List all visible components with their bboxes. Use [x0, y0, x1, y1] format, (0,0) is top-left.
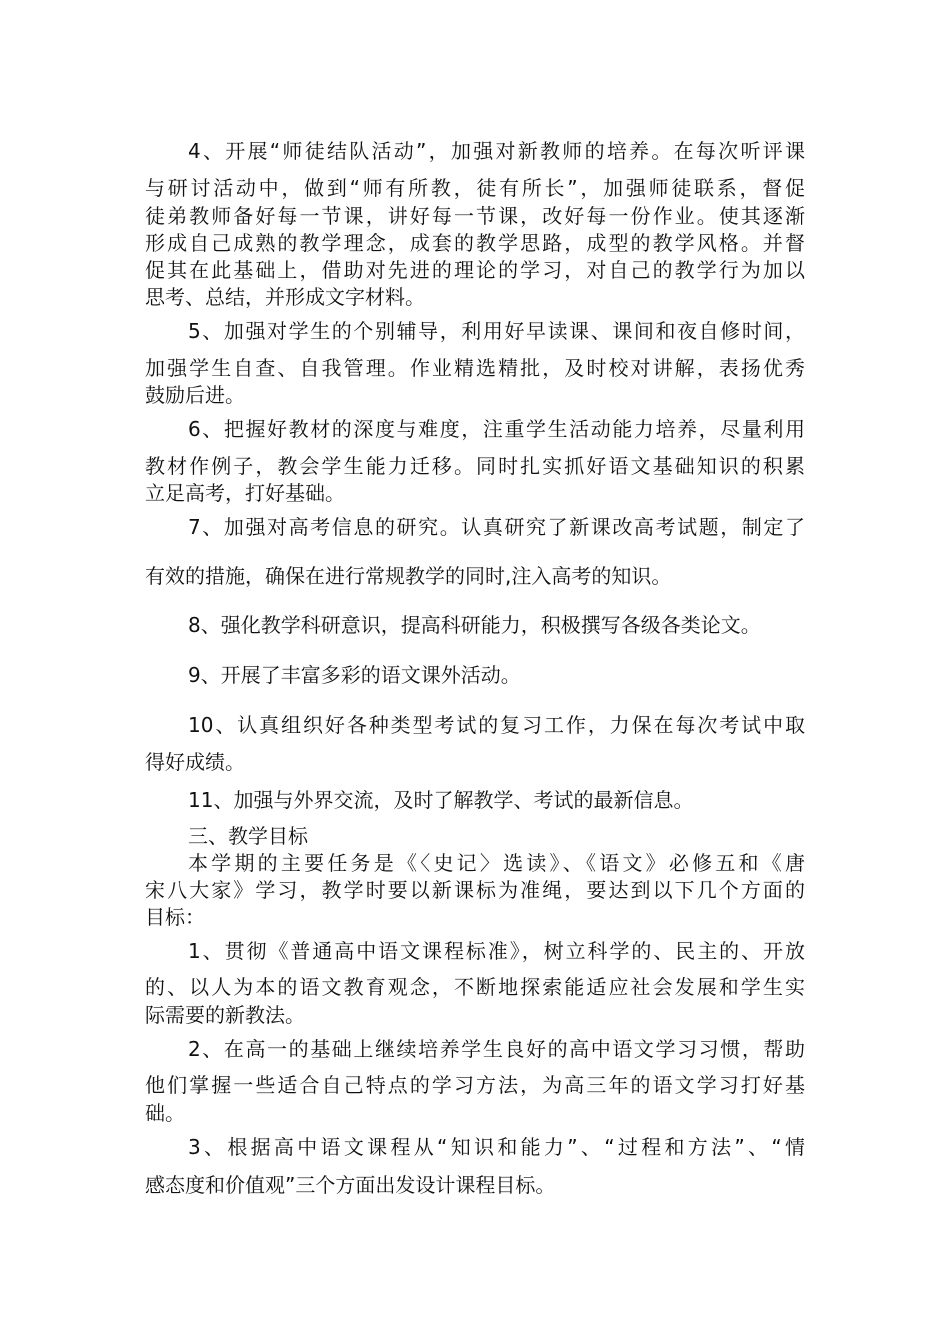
- paragraph-4-line-4: 形成自己成熟的教学理念，成套的教学思路，成型的教学风格。并督: [145, 231, 805, 255]
- paragraph-7-line-2: 有效的措施，确保在进行常规教学的同时,注入高考的知识。: [145, 564, 672, 588]
- paragraph-5-line-3: 鼓励后进。: [145, 383, 245, 407]
- goal-3-line-2: 感态度和价值观”三个方面出发设计课程目标。: [145, 1173, 556, 1197]
- paragraph-6-line-1: 6、把握好教材的深度与难度，注重学生活动能力培养，尽量利用: [188, 417, 805, 441]
- goals-intro-line-2: 宋八大家》学习，教学时要以新课标为准绳，要达到以下几个方面的: [145, 878, 805, 902]
- paragraph-6-line-3: 立足高考，打好基础。: [145, 481, 345, 505]
- paragraph-4-line-2: 与研讨活动中，做到“师有所教，徒有所长”，加强师徒联系，督促: [145, 176, 805, 200]
- paragraph-4-line-1: 4、开展“师徒结队活动”，加强对新教师的培养。在每次听评课: [188, 139, 805, 163]
- paragraph-5-line-1: 5、加强对学生的个别辅导，利用好早读课、课间和夜自修时间，: [188, 319, 805, 343]
- goal-2-line-2: 他们掌握一些适合自己特点的学习方法，为高三年的语文学习打好基: [145, 1073, 805, 1097]
- goal-2-line-1: 2、在高一的基础上继续培养学生良好的高中语文学习习惯，帮助: [188, 1037, 805, 1061]
- paragraph-4-line-6: 思考、总结，并形成文字材料。: [145, 285, 425, 309]
- goal-3-line-1: 3、根据高中语文课程从“知识和能力”、“过程和方法”、“情: [188, 1135, 805, 1159]
- paragraph-6-line-2: 教材作例子，教会学生能力迁移。同时扎实抓好语文基础知识的积累: [145, 454, 805, 478]
- paragraph-7-line-1: 7、加强对高考信息的研究。认真研究了新课改高考试题，制定了: [188, 515, 805, 539]
- goal-1-line-3: 际需要的新教法。: [145, 1003, 305, 1027]
- paragraph-10-line-2: 得好成绩。: [145, 750, 245, 774]
- goal-1-line-2: 的、以人为本的语文教育观念，不断地探索能适应社会发展和学生实: [145, 975, 805, 999]
- paragraph-8: 8、强化教学科研意识，提高科研能力，积极撰写各级各类论文。: [188, 613, 761, 637]
- goal-2-line-3: 础。: [145, 1101, 185, 1125]
- paragraph-9: 9、开展了丰富多彩的语文课外活动。: [188, 663, 521, 687]
- goals-intro-line-1: 本学期的主要任务是《〈史记〉选读》、《语文》必修五和《唐: [188, 851, 805, 875]
- section-heading-teaching-goals: 三、教学目标: [188, 824, 308, 848]
- goals-intro-line-3: 目标：: [145, 905, 205, 929]
- paragraph-5-line-2: 加强学生自查、自我管理。作业精选精批，及时校对讲解，表扬优秀: [145, 356, 805, 380]
- paragraph-4-line-5: 促其在此基础上，借助对先进的理论的学习，对自己的教学行为加以: [145, 258, 805, 282]
- goal-1-line-1: 1、贯彻《普通高中语文课程标准》，树立科学的、民主的、开放: [188, 939, 805, 963]
- paragraph-10-line-1: 10、认真组织好各种类型考试的复习工作，力保在每次考试中取: [188, 713, 805, 737]
- paragraph-11: 11、加强与外界交流，及时了解教学、考试的最新信息。: [188, 788, 694, 812]
- paragraph-4-line-3: 徒弟教师备好每一节课，讲好每一节课，改好每一份作业。使其逐渐: [145, 204, 805, 228]
